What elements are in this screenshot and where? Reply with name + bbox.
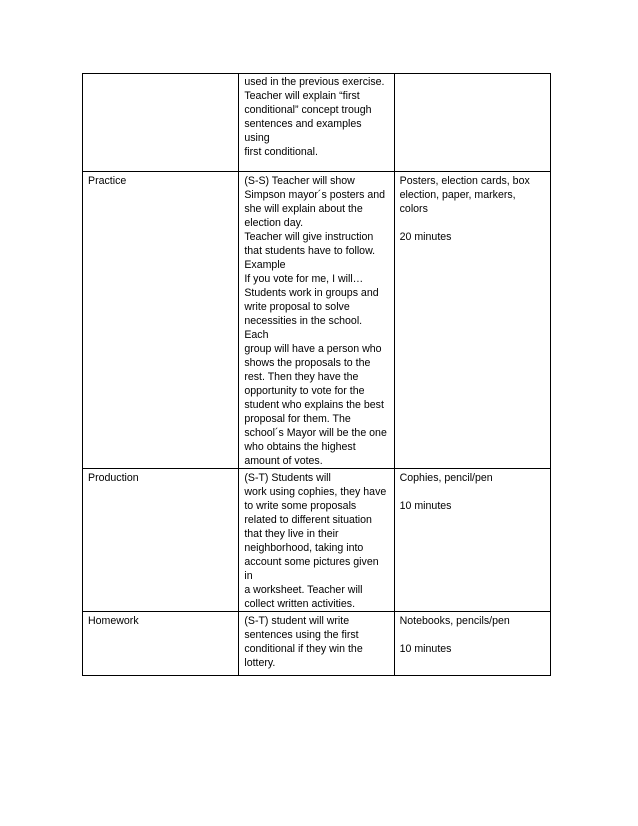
stage-cell	[83, 469, 239, 612]
procedure-cell	[239, 612, 394, 676]
procedure-cell	[239, 172, 394, 469]
resources-text: Posters, election cards, box election, paper, markers, colors 20 minutes	[399, 175, 530, 243]
table-row-continuation	[83, 74, 551, 172]
stage-cell	[83, 172, 239, 469]
procedure-text: (S-S) Teacher will show Simpson mayor´s posters and she will explain about the election day. Teacher will give instruction that students have to follow. Example If you vote for me, I will… Students work in groups and write proposal to solve necessities in the school. Each group will have a person who shows the proposals to the rest. Then they have the opportunity to vote for the student who explains the best proposal for them. The school´s Mayor will be the one who obtains the highest amount of votes.	[244, 175, 387, 467]
procedure-text: (S-T) Students will work using cophies, they have to write some proposals related to different situation that they live in their neighborhood, taking into account some pictures given in a worksheet. Teacher will collect written activities.	[244, 472, 387, 610]
stage-text	[88, 74, 233, 75]
resources-text: Notebooks, pencils/pen 10 minutes	[399, 615, 510, 655]
procedure-text: (S-T) student will write sentences using the first conditional if they win the lottery.	[244, 615, 363, 669]
resources-text: Cophies, pencil/pen 10 minutes	[399, 472, 493, 512]
stage-cell	[83, 612, 239, 676]
stage-cell	[83, 74, 239, 172]
table-row-homework	[83, 612, 551, 676]
resources-text	[400, 74, 545, 75]
resources-cell	[394, 469, 550, 612]
stage-text: Production	[88, 472, 139, 484]
lesson-plan-table	[82, 73, 551, 676]
resources-cell	[394, 172, 550, 469]
resources-cell	[394, 74, 550, 172]
stage-text: Practice	[88, 175, 127, 187]
procedure-cell	[239, 74, 394, 172]
procedure-text: used in the previous exercise. Teacher will explain “first conditional” concept trough sentences and examples using first conditional.	[244, 76, 385, 158]
table-row-practice	[83, 172, 551, 469]
resources-cell	[394, 612, 550, 676]
procedure-cell	[239, 469, 394, 612]
table-row-production	[83, 469, 551, 612]
stage-text: Homework	[88, 615, 139, 627]
